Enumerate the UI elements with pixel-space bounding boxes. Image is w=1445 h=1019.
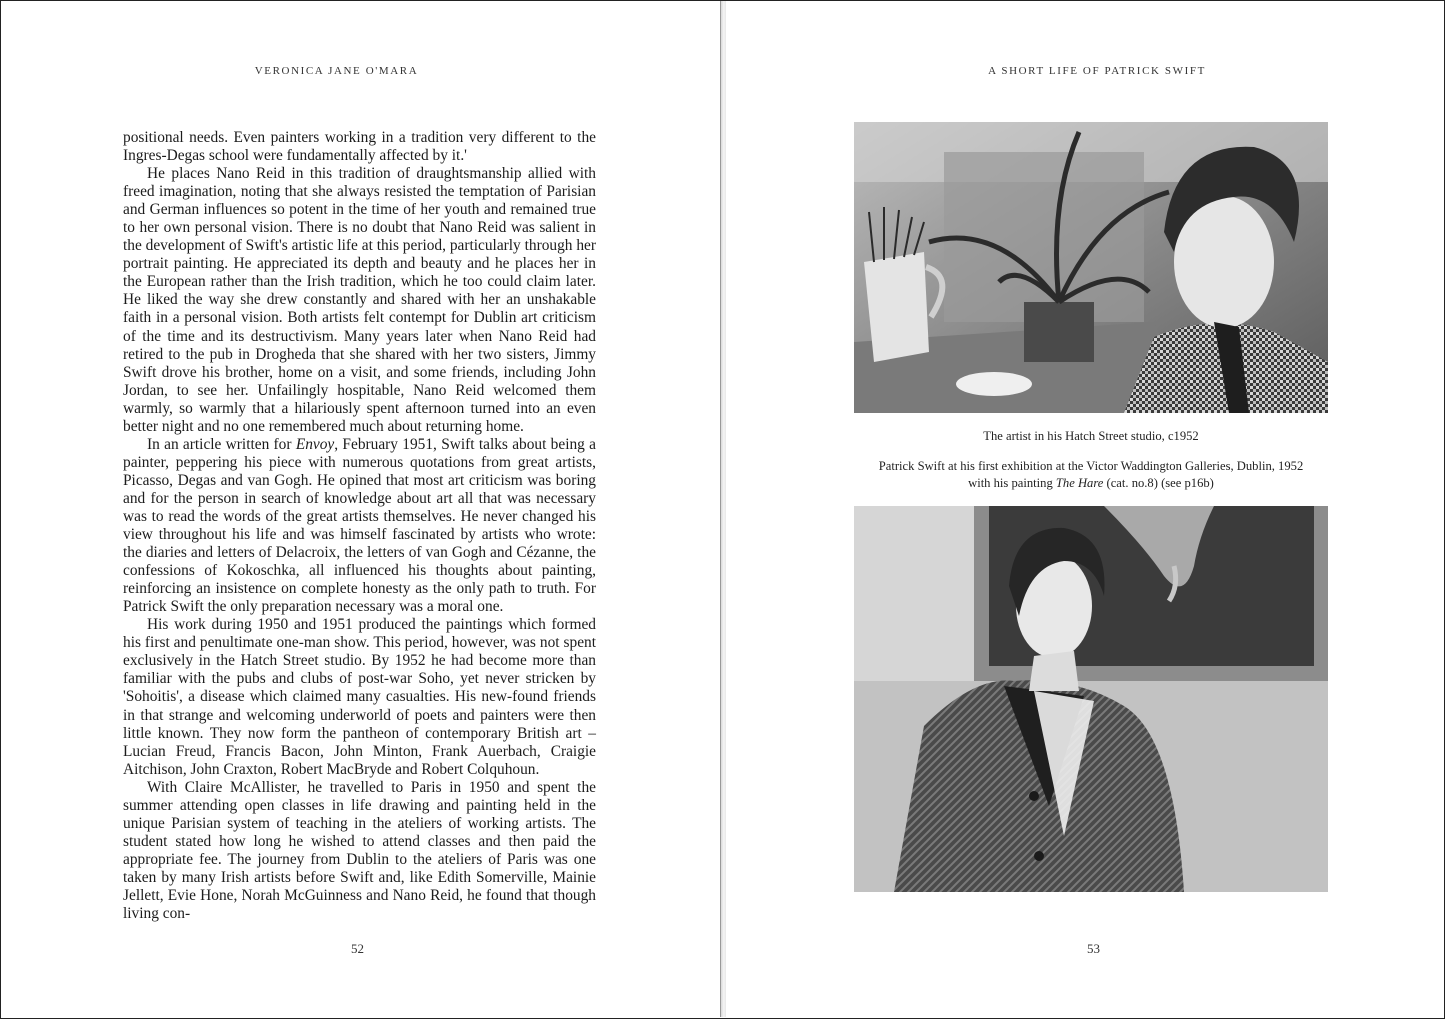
left-running-head: VERONICA JANE O'MARA [254,65,419,77]
paragraph-3-before: In an article written for [147,435,296,453]
the-hare-title: The Hare [1055,476,1104,490]
paragraph-1: positional needs. Even painters working in a tradition very different to the Ingres-Degas school were fundamentally affected by it.' [123,129,596,165]
exhibition-photograph [854,506,1328,892]
paragraph-3 [123,436,596,616]
caption-studio-photo: The artist in his Hatch Street studio, c1952 [983,429,1199,443]
paragraph-3-after: , February 1951, Swift talks about being a painter, peppering his piece with numerous quotations from great artists, Picasso, Degas and van Gogh. He opined that most art criticism was boring and for the person in search of knowledge about art all that was necessary was to read the words of the great artists themselves. He never changed his view throughout his life and was himself fascinated by artists who wrote: the diaries and letters of Delacroix, the letters of van Gogh and Cézanne, the confessions of Kokoschka, all influenced his thoughts about painting, reinforcing an insistence on complete honesty as the only path to truth. For Patrick Swift the only preparation necessary was a moral one. [123,435,597,616]
right-page [726,1,1444,1017]
caption-line-2-after: (cat. no.8) (see p16b) [1103,476,1214,490]
studio-photograph [854,122,1328,413]
envoy-title: Envoy [295,435,335,453]
right-running-head: A SHORT LIFE OF PATRICK SWIFT [988,65,1206,77]
paragraph-5: With Claire McAllister, he travelled to Paris in 1950 and spent the summer attending open classes in life drawing and painting held in the unique Parisian system of teaching in the ateliers of working artists. The student stated how long he wished to attend classes and then paid the appropriate fee. The journey from Dublin to the ateliers of Paris was one taken by many Irish artists before Swift and, like Edith Somerville, Mainie Jellett, Evie Hone, Norah McGuinness and Nano Reid, he found that though living con- [123,778,596,923]
left-page [1,1,720,1017]
caption-exhibition-line-1: Patrick Swift at his first exhibition at the Victor Waddington Galleries, Dublin, 1952 [878,459,1304,473]
caption-line-2-before: with his painting [968,476,1056,490]
caption-exhibition-line-2 [846,475,1336,492]
studio-photo-illustration [854,122,1328,413]
paragraph-2: He places Nano Reid in this tradition of draughtsmanship allied with freed imagination, noting that she always resisted the temptation of Parisian and German influences so potent in the time of her youth and remained true to her own personal vision. There is no doubt that Nano Reid was salient in the development of Swift's artistic life at this period, particularly through her portrait painting. He appreciated its depth and beauty and he places her in the European rather than the Irish tradition, which he too could claim later. He liked the way she drew constantly and shared with her an unshakable faith in a personal vision. Both artists felt contempt for Dublin art criticism of the time and its destructivism. Many years later when Nano Reid had retired to the pub in Drogheda that she shared with her two sisters, Jimmy Swift drove his brother, home on a visit, and some friends, including John Jordan, to see her. Unfailingly hospitable, Nano Reid welcomed them warmly, so warmly that a hilariously spent afternoon turned into an even better night and no one remembered much about returning home. [123,165,596,435]
right-page-number: 53 [1087,941,1100,956]
left-body-text [123,129,596,923]
paragraph-4: His work during 1950 and 1951 produced the paintings which formed his first and penultimate one-man show. This period, however, was not spent exclusively in the Hatch Street studio. By 1952 he had become more than familiar with the pubs and clubs of post-war Soho, yet never stricken by 'Sohoitis', a disease which claimed many casualties. His new-found friends in that strange and welcoming underworld of poets and painters were then little known. They now form the pantheon of contemporary British art – Lucian Freud, Francis Bacon, John Minton, Frank Auerbach, Craigie Aitchison, John Craxton, Robert MacBryde and Robert Colquhoun. [123,616,596,778]
caption-exhibition-photo [846,458,1336,492]
exhibition-photo-illustration [854,506,1328,892]
left-page-number: 52 [351,941,364,956]
